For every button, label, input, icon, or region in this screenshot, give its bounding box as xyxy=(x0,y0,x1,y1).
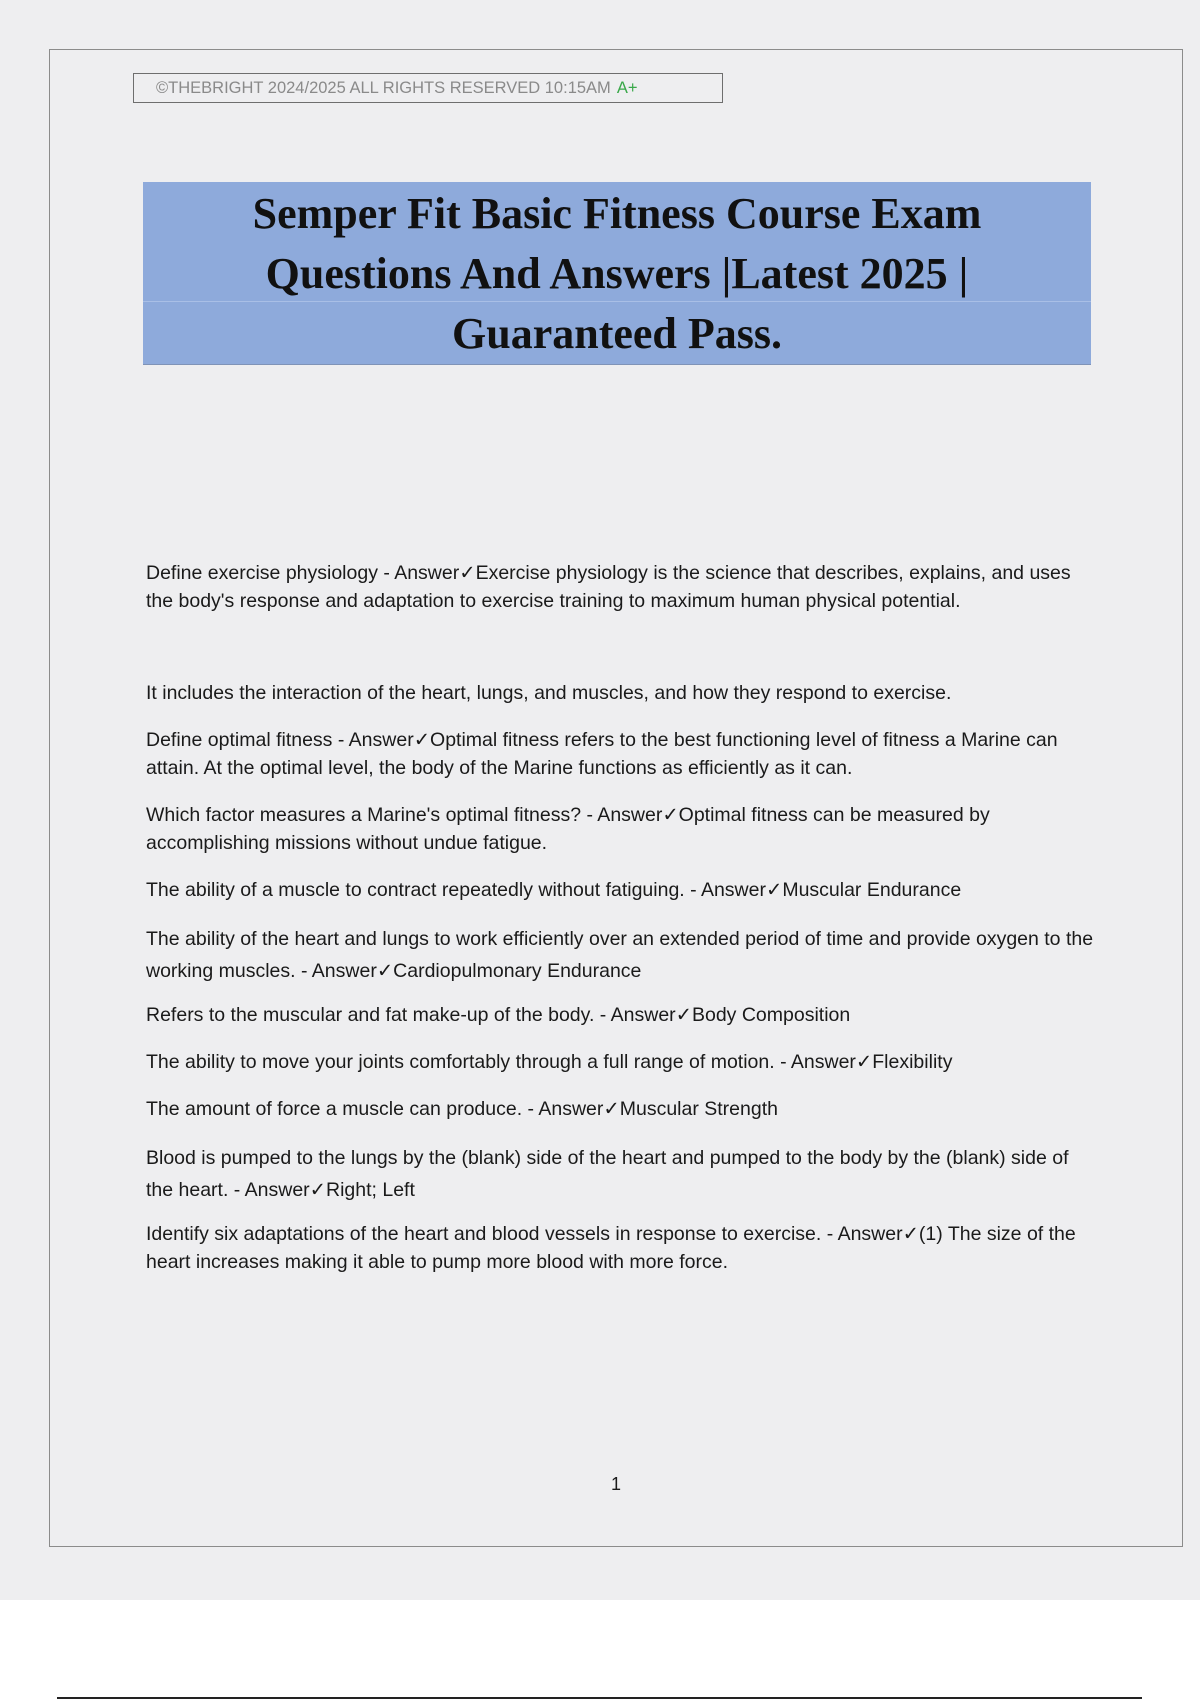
qa-item: It includes the interaction of the heart, lungs, and muscles, and how they respond to exercise. xyxy=(146,682,952,704)
copyright-header xyxy=(133,73,723,103)
qa-item: The ability of a muscle to contract repeatedly without fatiguing. - Answer✓Muscular Endurance xyxy=(146,879,962,901)
title-banner xyxy=(143,182,1091,365)
qa-item: The ability of the heart and lungs to work efficiently over an extended period of time and provide oxygen to the working muscles. - Answer✓Cardiopulmonary Endurance xyxy=(146,928,1094,982)
qa-item: Blood is pumped to the lungs by the (blank) side of the heart and pumped to the body by the (blank) side of the heart. - Answer✓Right; Left xyxy=(146,1147,1069,1201)
document-title xyxy=(143,184,1091,364)
qa-item: The ability to move your joints comfortably through a full range of motion. - Answer✓Flexibility xyxy=(146,1051,953,1073)
copyright-text: ©THEBRIGHT 2024/2025 ALL RIGHTS RESERVED 10:15AM xyxy=(156,78,611,97)
title-line-1: Semper Fit Basic Fitness Course Exam xyxy=(252,189,982,238)
bottom-divider xyxy=(57,1697,1142,1699)
qa-item: Identify six adaptations of the heart and blood vessels in response to exercise. - Answer✓(1) The size of the heart increases making it able to pump more blood with more force. xyxy=(146,1223,1076,1273)
qa-list xyxy=(146,559,1096,1295)
qa-item: Define exercise physiology - Answer✓Exercise physiology is the science that describes, explains, and uses the body's response and adaptation to exercise training to maximum human physical potential. xyxy=(146,562,1071,612)
qa-item: Define optimal fitness - Answer✓Optimal fitness refers to the best functioning level of fitness a Marine can attain. At the optimal level, the body of the Marine functions as efficiently as it can. xyxy=(146,729,1058,779)
qa-item: Refers to the muscular and fat make-up of the body. - Answer✓Body Composition xyxy=(146,1004,851,1026)
grade-badge: A+ xyxy=(616,78,638,97)
title-line-2: Questions And Answers |Latest 2025 | xyxy=(265,249,969,298)
title-line-3: Guaranteed Pass. xyxy=(452,309,782,358)
qa-item: The amount of force a muscle can produce. - Answer✓Muscular Strength xyxy=(146,1098,778,1120)
page-number: 1 xyxy=(610,1474,621,1494)
qa-item: Which factor measures a Marine's optimal fitness? - Answer✓Optimal fitness can be measured by accomplishing missions without undue fatigue. xyxy=(146,804,990,854)
